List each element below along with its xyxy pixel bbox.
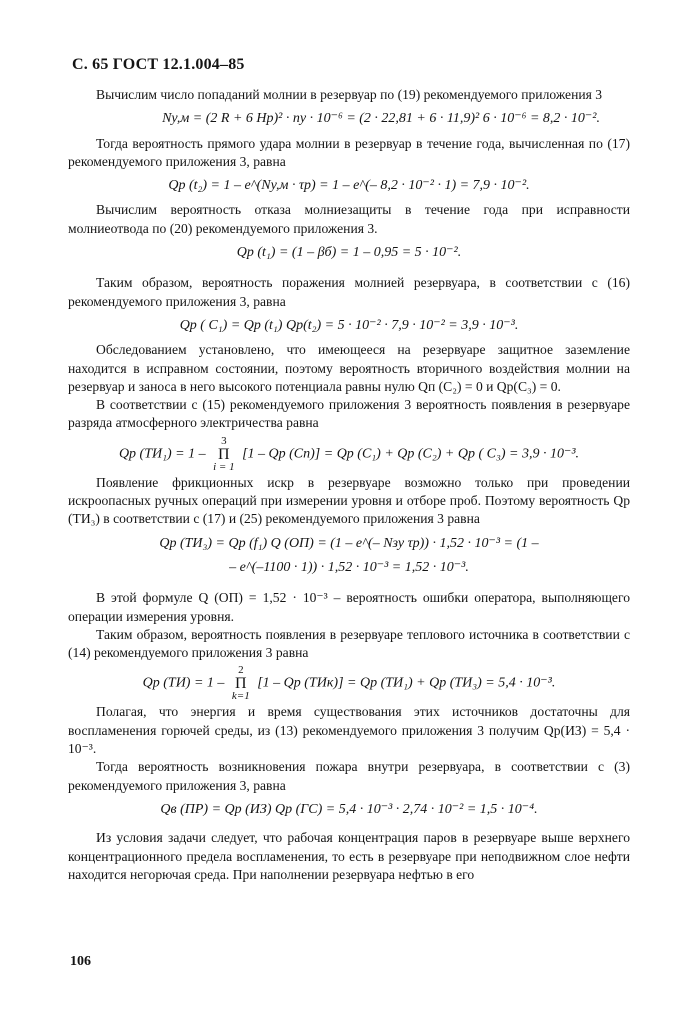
product-operator-2	[232, 664, 250, 703]
paragraph-8: В этой формуле Q (ОП) = 1,52 · 10⁻³ – вероятность ошибки оператора, выполняющего операции измерения уровня.	[68, 590, 630, 624]
formula-6-line-1: Qр (ТИ₃) = Qр (f₁) Q (ОП) = (1 – e^(– Nзу τр)) · 1,52 · 10⁻³ = (1 –	[159, 535, 539, 551]
page-number: 106	[70, 954, 91, 969]
paragraph-11: Тогда вероятность возникновения пожара внутри резервуара, в соответствии с (3) рекомендуемого приложения 3, равна	[68, 759, 630, 793]
paragraph-10: Полагая, что энергия и время существования этих источников достаточны для воспламенения горючей среды, из (13) рекомендуемого приложения 3 получим Qр(ИЗ) = 5,4 · 10⁻³.	[68, 704, 630, 757]
formula-2: Qр (t₂) = 1 – e^(Ny,м · τр) = 1 – e^(– 8,2 · 10⁻² · 1) = 7,9 · 10⁻².	[168, 178, 530, 194]
formula-5-right: [1 – Qр (Cп)] = Qр (C₁) + Qр (C₂) + Qр ( C₃) = 3,9 · 10⁻³.	[242, 446, 580, 462]
formula-5-left: Qр (ТИ₁) = 1 –	[118, 446, 206, 462]
formula-7	[68, 664, 630, 703]
formula-1: Ny,м = (2 R + 6 Hр)² · ny · 10⁻⁶ = (2 · 22,81 + 6 · 11,9)² 6 · 10⁻⁶ = 8,2 · 10⁻².	[162, 111, 600, 127]
product-lower-limit: i = 1	[213, 460, 235, 473]
paragraph-4: Таким образом, вероятность поражения молнией резервуара, в соответствии с (16) рекомендуемого приложения 3, равна	[68, 275, 630, 309]
product-upper-limit: 3	[221, 434, 227, 447]
formula-3: Qр (t₁) = (1 – βб) = 1 – 0,95 = 5 · 10⁻².	[236, 245, 462, 261]
formula-4: Qр ( C₁) = Qр (t₁) Qр(t₂) = 5 · 10⁻² · 7,9 · 10⁻² = 3,9 · 10⁻³.	[179, 317, 519, 333]
paragraph-9: Таким образом, вероятность появления в резервуаре теплового источника в соответствии с (14) рекомендуемого приложения 3 равна	[68, 626, 630, 661]
formula-8: Qв (ПР) = Qр (ИЗ) Qр (ГС) = 5,4 · 10⁻³ · 2,74 · 10⁻² = 1,5 · 10⁻⁴.	[160, 801, 538, 817]
product-symbol: Π	[218, 445, 230, 463]
formula-5	[68, 435, 630, 474]
product-upper-limit: 2	[238, 664, 244, 677]
product-operator-1	[213, 435, 234, 474]
paragraph-5: Обследованием установлено, что имеющееся на резервуаре защитное заземление находится в исправном состоянии, поэтому вероятность вторичного воздействия молнии на резервуар и заноса в него высокого потенциала равны нулю Qп (C₂) = 0 и Qр(C₃) = 0.	[68, 342, 630, 394]
formula-7-left: Qр (ТИ) = 1 –	[142, 676, 225, 692]
paragraph-7: Появление фрикционных искр в резервуаре возможно только при проведении искроопасных ручных операций при измерении уровня и отборе проб. Поэтому вероятность Qр (ТИ₃) в соответствии с (17) и (25) рекомендуемого приложения 3 равна	[68, 474, 630, 527]
paragraph-1: Вычислим число попаданий молнии в резервуар по (19) рекомендуемого приложения 3	[96, 87, 603, 102]
paragraph-3: Вычислим вероятность отказа молниезащиты в течение года при исправности молниеотвода по (20) рекомендуемого приложения 3.	[68, 202, 630, 236]
product-lower-limit: k=1	[231, 690, 250, 703]
paragraph-2: Тогда вероятность прямого удара молнии в резервуар в течение года, вычисленная по (17) рекомендуемого приложения 3, равна	[68, 135, 630, 169]
product-symbol: Π	[235, 675, 247, 693]
formula-6-line-2: – e^(–1100 · 1)) · 1,52 · 10⁻³ = 1,52 · 10⁻³.	[229, 559, 469, 575]
page-header: С. 65 ГОСТ 12.1.004–85	[72, 56, 245, 73]
formula-7-right: [1 – Qр (ТИк)] = Qр (ТИ₁) + Qр (ТИ₃) = 5,4 · 10⁻³.	[257, 676, 556, 692]
paragraph-6: В соответствии с (15) рекомендуемого приложения 3 вероятность появления в резервуаре разряда атмосферного электричества равна	[68, 397, 630, 431]
paragraph-12: Из условия задачи следует, что рабочая концентрация паров в резервуаре выше верхнего концентрационного предела воспламенения, то есть в резервуаре при неподвижном слое нефти находится негорючая среда. При наполнении резервуара нефтью в его	[68, 830, 630, 882]
text-column	[68, 86, 630, 884]
